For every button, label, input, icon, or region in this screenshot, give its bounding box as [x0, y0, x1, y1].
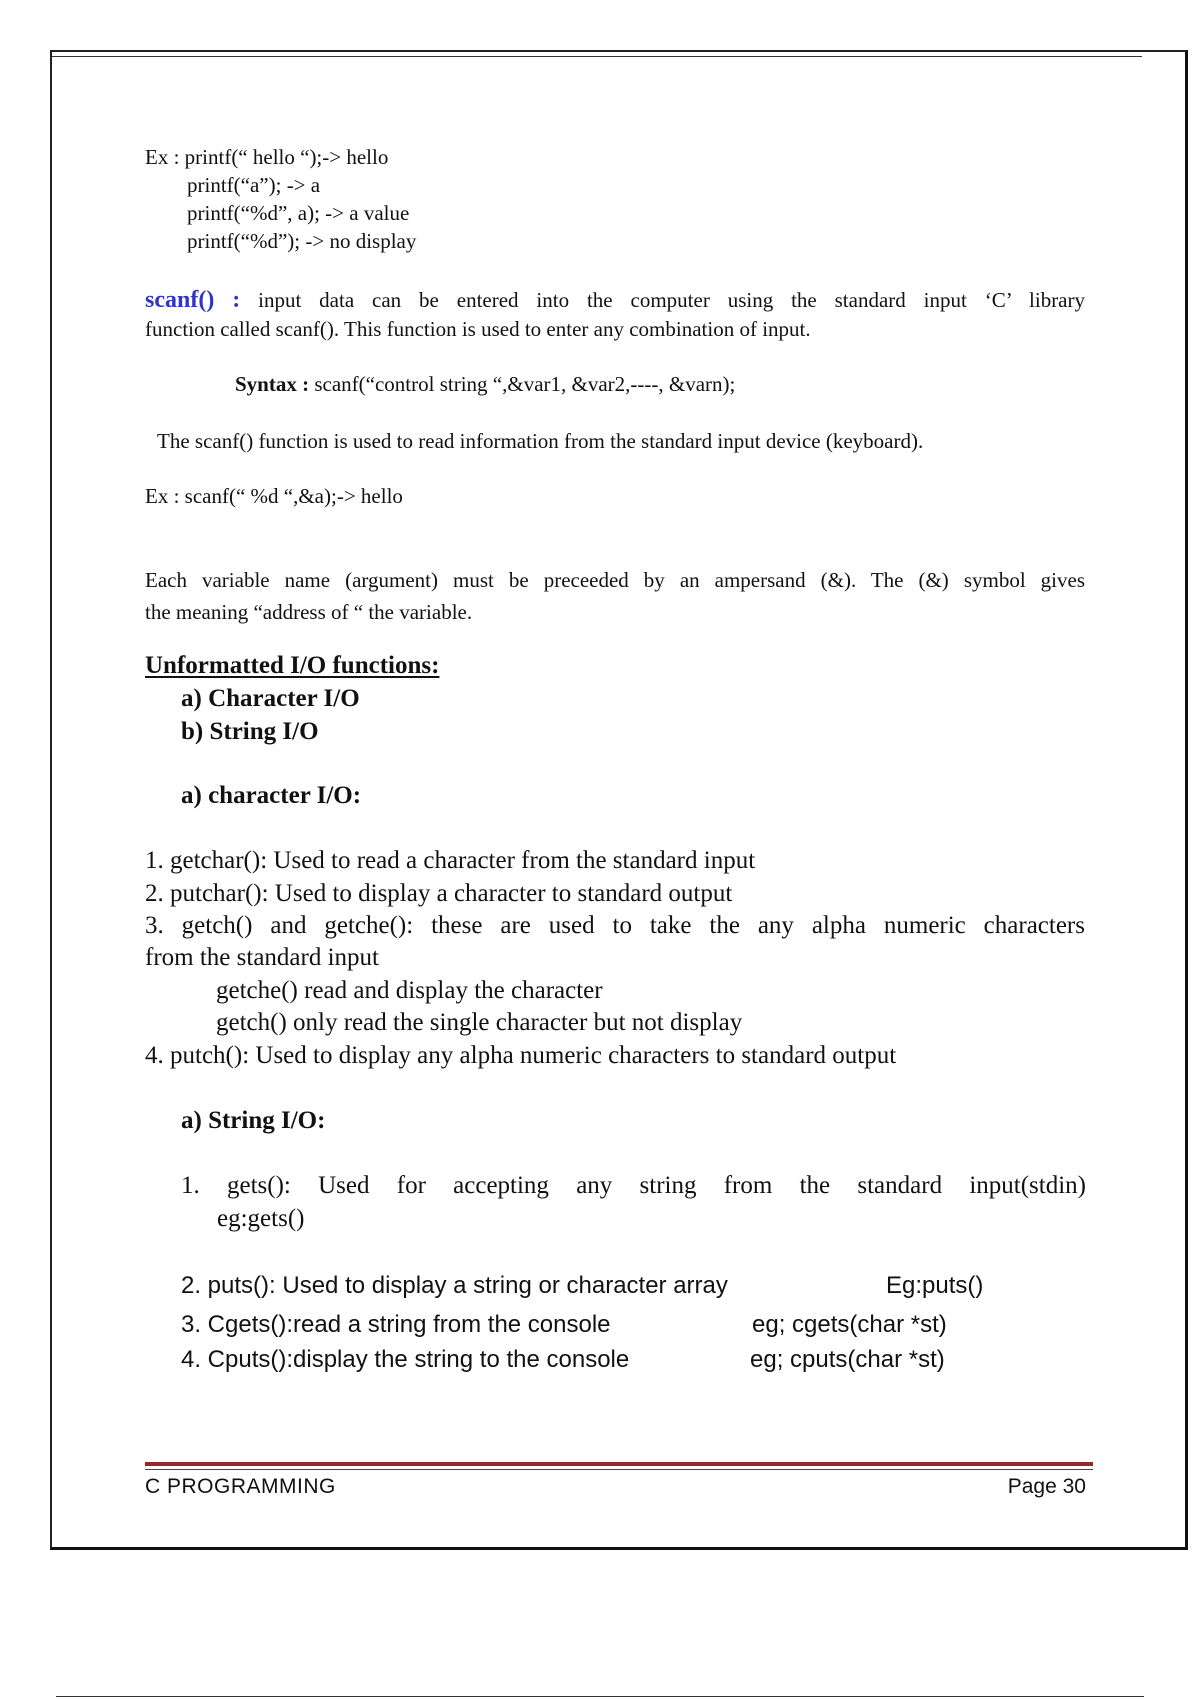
footer-rule-thick [145, 1462, 1093, 1466]
character-io-item-2: 2. putchar(): Used to display a character to standard output [145, 880, 733, 907]
string-io-item-1-text: 1. gets(): Used for accepting any string from the standard input(stdin) [181, 1172, 1086, 1199]
ampersand-note-line2: the meaning “address of “ the variable. [145, 600, 473, 624]
string-io-item-3: 3. Cgets():read a string from the console [181, 1311, 611, 1338]
string-io-item-4: 4. Cputs():display the string to the console [181, 1346, 630, 1373]
character-io-heading: a) character I/O: [181, 782, 362, 809]
string-io-item-2-eg: Eg:puts() [886, 1272, 984, 1299]
scanf-purpose: The scanf() function is used to read information from the standard input device (keyboard). [157, 429, 924, 453]
character-io-item-3-text: 3. getch() and getche(): these are used to take the any alpha numeric characters [145, 912, 1085, 939]
printf-example-3: printf(“%d”, a); -> a value [187, 201, 410, 225]
unformatted-heading: Unformatted I/O functions: [145, 652, 440, 679]
syntax-label: Syntax : [235, 372, 310, 396]
character-io-getch: getch() only read the single character but not display [216, 1009, 743, 1036]
scanf-description-text: input data can be entered into the computer using the standard input ‘C’ library [258, 288, 1086, 312]
ampersand-note-line1 [145, 568, 1085, 593]
string-io-item-2: 2. puts(): Used to display a string or character array [181, 1272, 728, 1299]
footer-rule-thin [145, 1469, 1093, 1470]
scanf-syntax [235, 372, 735, 397]
string-io-item-1 [181, 1172, 1086, 1200]
footer-title: C PROGRAMMING [145, 1475, 336, 1498]
character-io-item-1: 1. getchar(): Used to read a character from the standard input [145, 847, 756, 874]
string-io-item-3-eg: eg; cgets(char *st) [752, 1311, 947, 1338]
next-page-rule [56, 1696, 1144, 1697]
character-io-item-4: 4. putch(): Used to display any alpha numeric characters to standard output [145, 1042, 897, 1069]
character-io-item-3 [145, 912, 1085, 940]
scanf-description-line1 [145, 287, 1085, 314]
character-io-getche: getche() read and display the character [216, 977, 603, 1004]
scanf-term: scanf() [145, 287, 215, 313]
page-top-rule [52, 56, 1142, 57]
string-io-item-1-eg: eg:gets() [217, 1205, 305, 1232]
scanf-description-line2: function called scanf(). This function is used to enter any combination of input. [145, 317, 811, 341]
syntax-value: scanf(“control string “,&var1, &var2,----, &varn); [314, 372, 736, 396]
unformatted-item-b: b) String I/O [181, 718, 319, 745]
footer-page-number: Page 30 [1007, 1475, 1086, 1498]
string-io-heading: a) String I/O: [181, 1107, 326, 1134]
printf-example-4: printf(“%d”); -> no display [187, 229, 417, 253]
unformatted-item-a: a) Character I/O [181, 685, 360, 712]
printf-example-2: printf(“a”); -> a [187, 173, 321, 197]
scanf-example: Ex : scanf(“ %d “,&a);-> hello [145, 484, 403, 508]
string-io-item-4-eg: eg; cputs(char *st) [750, 1346, 945, 1373]
scanf-colon: : [232, 287, 241, 313]
ampersand-note-text: Each variable name (argument) must be preceeded by an ampersand (&). The (&) symbol gives [145, 568, 1085, 592]
character-io-item-3-cont: from the standard input [145, 944, 379, 971]
printf-example-1: Ex : printf(“ hello “);-> hello [145, 145, 389, 169]
